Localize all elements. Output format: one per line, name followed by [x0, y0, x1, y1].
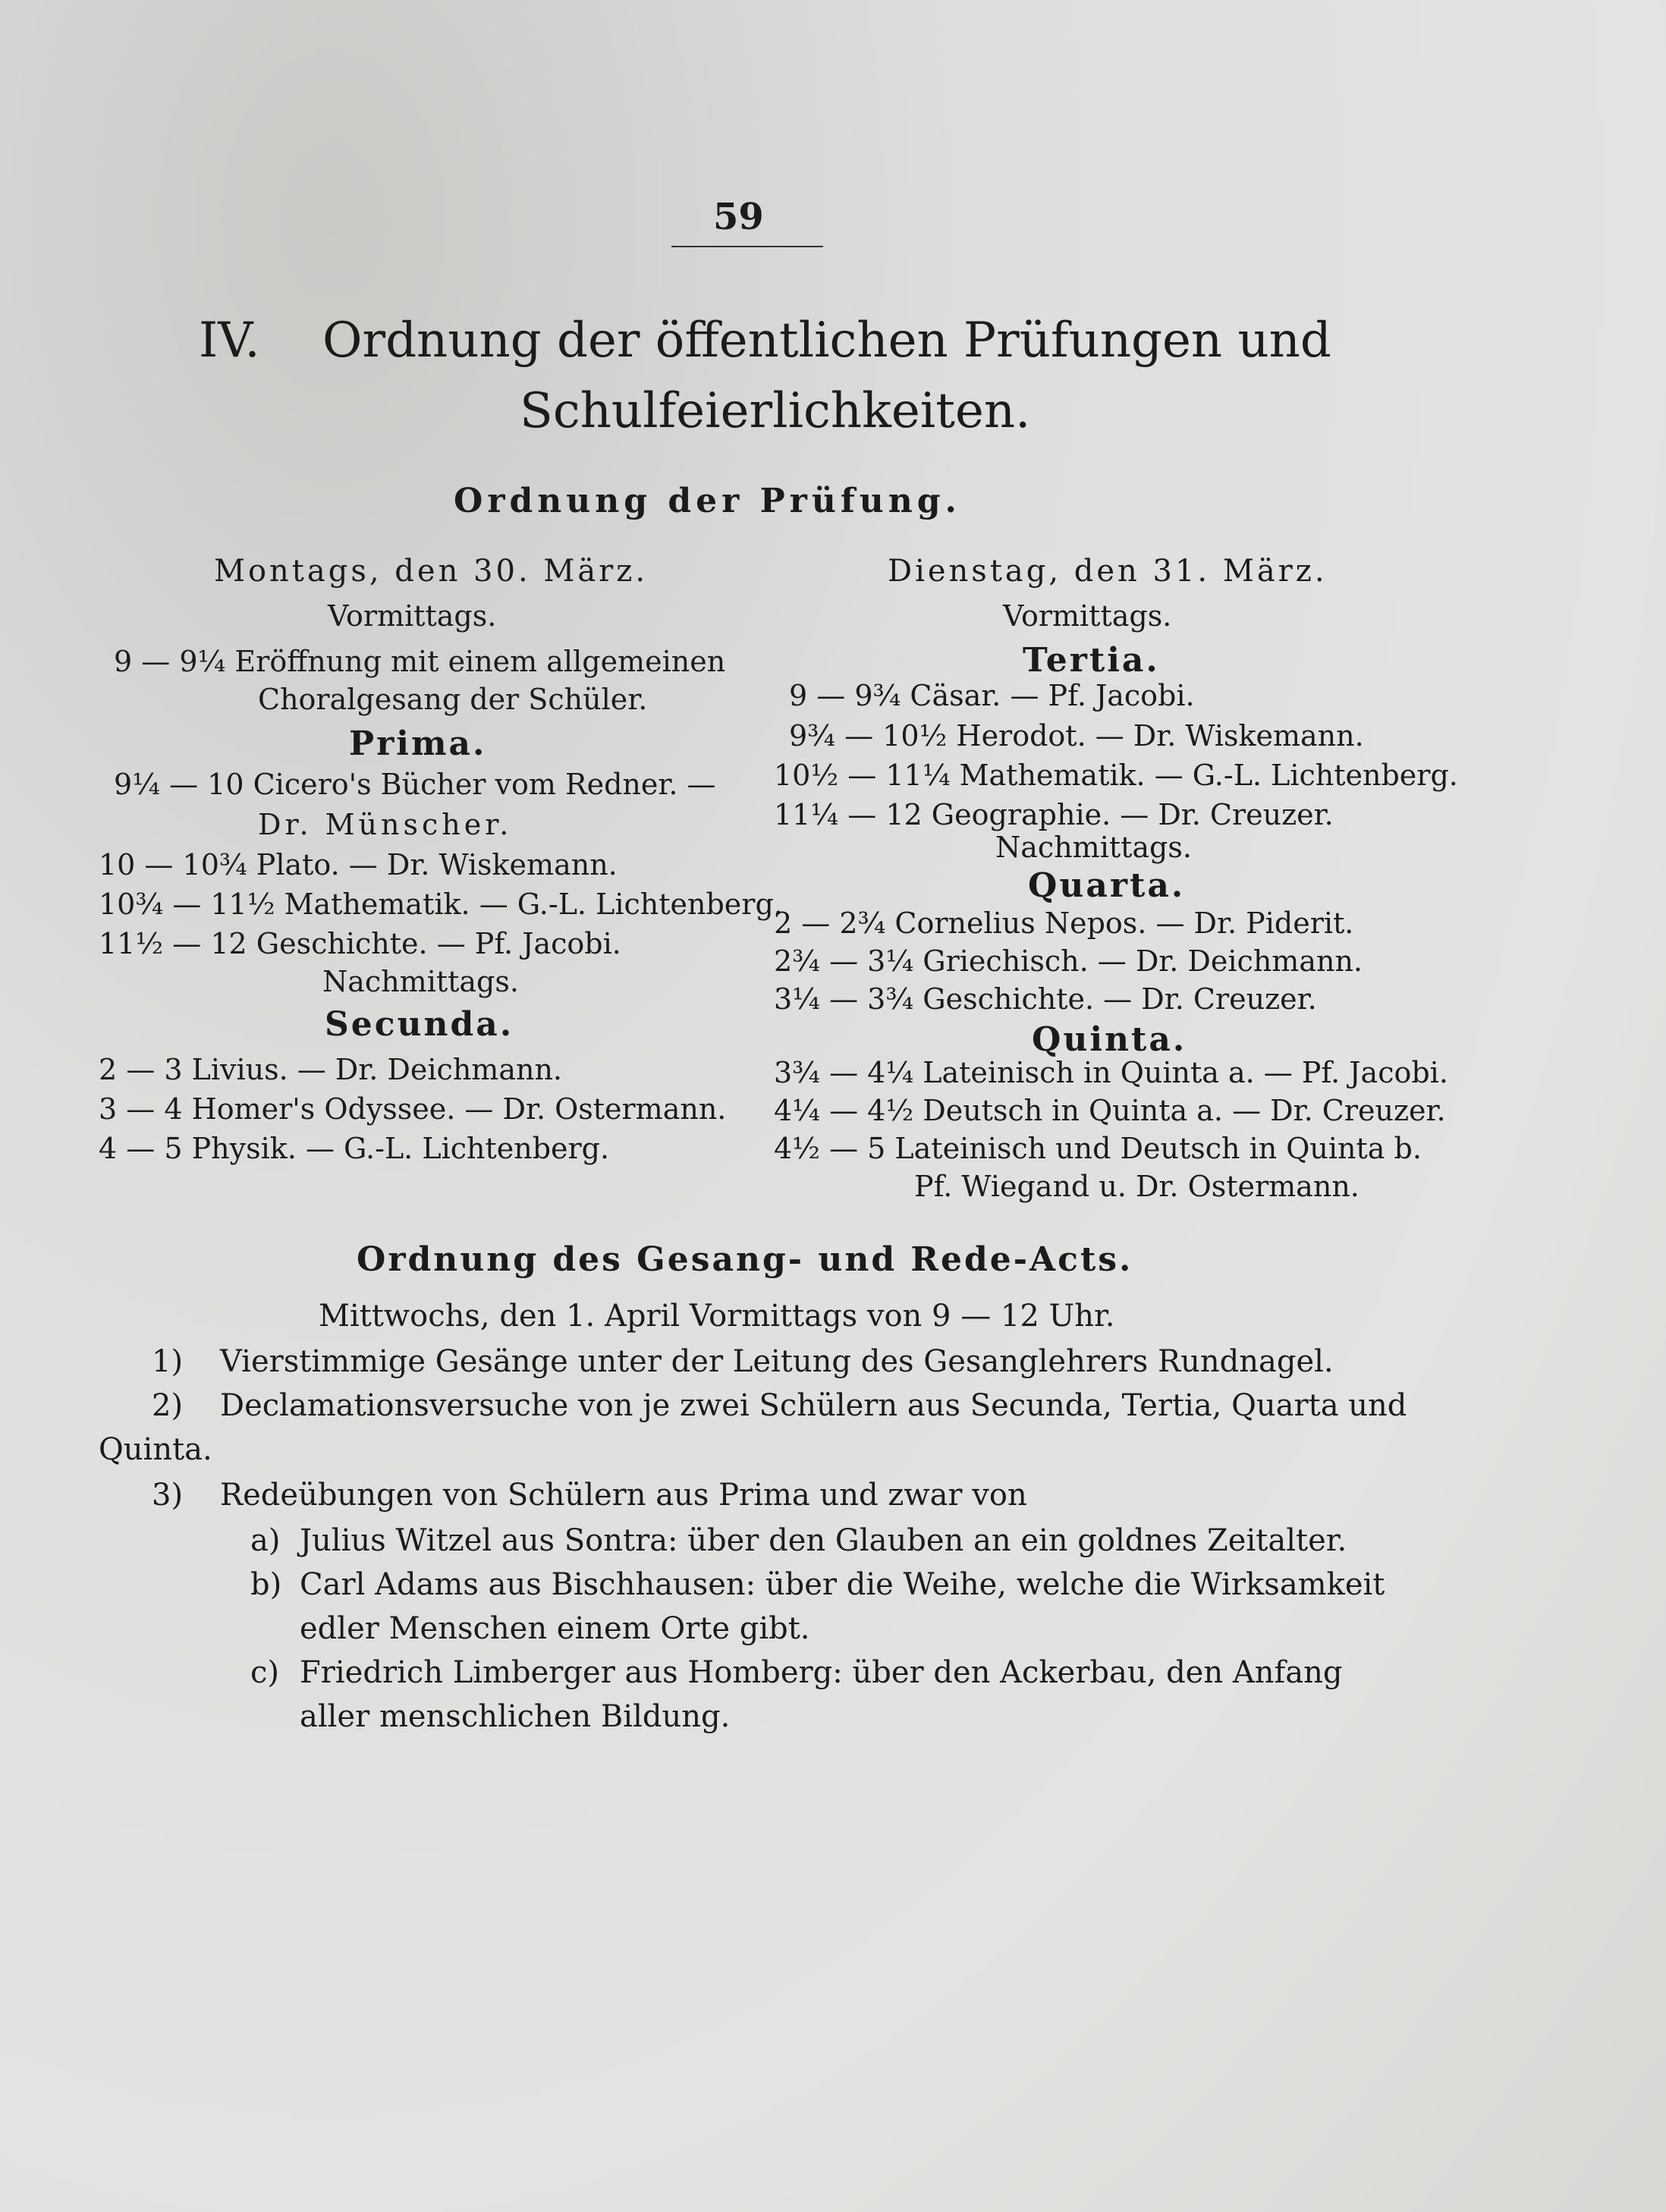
wednesday-line: Mittwochs, den 1. April Vormittags von 9 — 12 Uhr. [319, 1299, 1115, 1334]
monday-afternoon-label: Nachmittags. [322, 965, 519, 998]
item-text: Vierstimmige Gesänge unter der Leitung des Gesanglehrers Rundnagel. [220, 1344, 1334, 1379]
subitem-text: Carl Adams aus Bischhausen: über die Weihe, welche die Wirksamkeit [300, 1567, 1385, 1602]
item-text: Redeübungen von Schülern aus Prima und zwar von [220, 1478, 1027, 1513]
class-heading-tertia: Tertia. [1023, 641, 1160, 680]
class-heading-quinta: Quinta. [1032, 1020, 1187, 1059]
monday-line: Choralgesang der Schüler. [258, 683, 648, 716]
class-heading-prima: Prima. [349, 724, 487, 763]
subitem-letter: c) [250, 1655, 280, 1690]
monday-line: 10¾ — 11½ Mathematik. — G.-L. Lichtenberg. [99, 888, 783, 921]
monday-line: 4 — 5 Physik. — G.-L. Lichtenberg. [99, 1132, 610, 1165]
item-number: 2) [152, 1388, 184, 1423]
tuesday-line: 10½ — 11¼ Mathematik. — G.-L. Lichtenberg. [774, 759, 1458, 792]
subitem-text: Julius Witzel aus Sontra: über den Glauben an ein goldnes Zeitalter. [300, 1523, 1347, 1558]
monday-line: 3 — 4 Homer's Odyssee. — Dr. Ostermann. [99, 1092, 727, 1126]
monday-line: 10 — 10¾ Plato. — Dr. Wiskemann. [99, 848, 618, 881]
tuesday-line: 9¾ — 10½ Herodot. — Dr. Wiskemann. [789, 719, 1364, 753]
tuesday-line: 3¼ — 3¾ Geschichte. — Dr. Creuzer. [774, 982, 1317, 1016]
item-number: 1) [152, 1344, 184, 1379]
item-number: 3) [152, 1478, 184, 1513]
monday-line: 9 — 9¼ Eröffnung mit einem allgemeinen [114, 645, 726, 678]
tuesday-line: 2¾ — 3¼ Griechisch. — Dr. Deichmann. [774, 944, 1363, 978]
subitem-text: Friedrich Limberger aus Homberg: über den Ackerbau, den Anfang [300, 1655, 1343, 1690]
section-number: IV. [199, 313, 260, 369]
subitem-letter: b) [250, 1567, 282, 1602]
tuesday-header: Dienstag, den 31. März. [888, 554, 1328, 589]
exam-heading: Ordnung der Prüfung. [454, 482, 961, 520]
monday-line: 2 — 3 Livius. — Dr. Deichmann. [99, 1053, 563, 1086]
subitem-continuation: aller menschlichen Bildung. [300, 1699, 731, 1734]
tuesday-line: 11¼ — 12 Geographie. — Dr. Creuzer. [774, 798, 1334, 831]
tuesday-line: 3¾ — 4¼ Lateinisch in Quinta a. — Pf. Jacobi. [774, 1056, 1448, 1089]
monday-morning-label: Vormittags. [328, 599, 497, 633]
section-title-line1: Ordnung der öffentlichen Prüfungen und [322, 313, 1331, 369]
monday-header: Montags, den 30. März. [214, 554, 649, 589]
tuesday-morning-label: Vormittags. [1003, 599, 1172, 633]
subitem-letter: a) [250, 1523, 281, 1558]
class-heading-secunda: Secunda. [325, 1005, 514, 1044]
tuesday-line: 4¼ — 4½ Deutsch in Quinta a. — Dr. Creuzer. [774, 1094, 1446, 1127]
song-heading: Ordnung des Gesang- und Rede-Acts. [357, 1240, 1133, 1279]
page-number: 59 [713, 196, 764, 238]
tuesday-line: 2 — 2¾ Cornelius Nepos. — Dr. Piderit. [774, 906, 1354, 940]
tuesday-afternoon-label: Nachmittags. [995, 831, 1192, 864]
class-heading-quarta: Quarta. [1028, 866, 1186, 905]
subitem-continuation: edler Menschen einem Orte gibt. [300, 1611, 810, 1646]
section-title-line2: Schulfeierlichkeiten. [520, 383, 1031, 439]
monday-line: 11½ — 12 Geschichte. — Pf. Jacobi. [99, 927, 621, 960]
page-number-rule [671, 246, 823, 247]
monday-line: Dr. Münscher. [258, 808, 513, 841]
tuesday-line: 9 — 9¾ Cäsar. — Pf. Jacobi. [789, 679, 1195, 712]
item-continuation: Quinta. [99, 1432, 212, 1467]
tuesday-line: 4½ — 5 Lateinisch und Deutsch in Quinta b. [774, 1132, 1422, 1165]
item-text: Declamationsversuche von je zwei Schülern aus Secunda, Tertia, Quarta und [220, 1388, 1407, 1423]
tuesday-line: Pf. Wiegand u. Dr. Ostermann. [914, 1170, 1360, 1203]
monday-line: 9¼ — 10 Cicero's Bücher vom Redner. — [114, 768, 716, 801]
